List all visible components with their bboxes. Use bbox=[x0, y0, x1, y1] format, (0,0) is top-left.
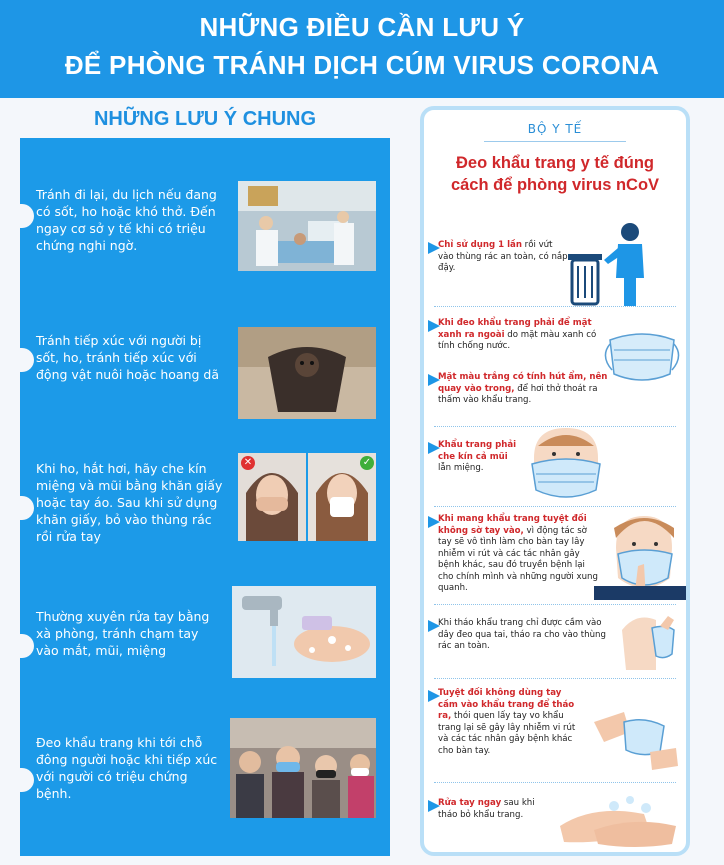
step-divider bbox=[434, 506, 676, 507]
panel-notch bbox=[20, 348, 34, 372]
tip-wear-mask-text: Đeo khẩu trang khi tới chỗ đông người hoặc khi tiếp xúc với người có triệu chứng bệnh. bbox=[36, 735, 218, 801]
mask-step-2-highlight: Khi đeo khẩu trang phải để mặt xanh ra ngoài bbox=[438, 318, 592, 340]
handwash-photo bbox=[232, 586, 376, 678]
mask-guide-title-line2: cách để phòng virus nCoV bbox=[450, 176, 660, 194]
step-divider bbox=[434, 604, 676, 605]
mask-step-8 bbox=[438, 798, 542, 821]
mask-step-5-highlight: Khi mang khẩu trang tuyệt đối không sờ tay vào, bbox=[438, 514, 587, 536]
hospital-photo bbox=[238, 181, 376, 271]
ministry-underline bbox=[484, 141, 626, 142]
cross-mark-icon: ✕ bbox=[241, 456, 255, 470]
header-banner bbox=[0, 0, 724, 98]
panel-notch bbox=[20, 768, 34, 792]
mask-step-3-highlight: Mặt màu trắng có tính hút ẩm, nên quay vào trong, bbox=[438, 372, 608, 394]
crowd-masks-photo bbox=[230, 718, 376, 818]
mask-step-4 bbox=[438, 440, 522, 475]
touching-mask-illustration bbox=[594, 508, 686, 600]
mask-step-1-highlight: Chỉ sử dụng 1 lần bbox=[438, 240, 522, 250]
mask-step-3-text: để hơi thở thoát ra thấm vào khẩu trang. bbox=[438, 383, 598, 405]
tip-wash-hands-text: Thường xuyên rửa tay bằng xà phòng, tránh chạm tay vào mắt, mũi, miệng bbox=[36, 609, 210, 658]
mask-step-8-text: sau khi tháo bỏ khẩu trang. bbox=[438, 798, 535, 820]
mask-step-1 bbox=[438, 240, 568, 275]
mask-step-3 bbox=[438, 372, 608, 407]
step-divider bbox=[434, 306, 676, 307]
panel-notch bbox=[20, 204, 34, 228]
tip-avoid-contact-text: Tránh tiếp xúc với người bị sốt, ho, tránh tiếp xúc với động vật nuôi hoặc hoang dã bbox=[36, 333, 220, 382]
mask-step-5 bbox=[438, 514, 600, 595]
mask-step-1-text: rồi vứt vào thùng rác an toàn, có nắp đậy. bbox=[438, 240, 568, 273]
mask-step-8-highlight: Rửa tay ngay bbox=[438, 798, 502, 808]
mask-step-2 bbox=[438, 318, 608, 353]
mask-guide-title-line1: Đeo khẩu trang y tế đúng bbox=[455, 154, 655, 172]
step-divider bbox=[434, 678, 676, 679]
mask-guide-card bbox=[420, 106, 690, 856]
tip-travel-text: Tránh đi lại, du lịch nếu đang có sốt, ho hoặc khó thở. Đến ngay cơ sở y tế khi có triệu chứng nghi ngờ. bbox=[36, 187, 217, 253]
tip-cover-cough-text: Khi ho, hắt hơi, hãy che kín miệng và mũi bằng khăn giấy hoặc tay áo. Sau khi sử dụng khăn giấy, bỏ vào thùng rác rồi rửa tay bbox=[36, 461, 223, 544]
check-mark-icon: ✓ bbox=[360, 456, 374, 470]
step-divider bbox=[434, 782, 676, 783]
panel-notch bbox=[20, 634, 34, 658]
mask-step-7 bbox=[438, 688, 584, 757]
general-notes-heading: NHỮNG LƯU Ý CHUNG bbox=[93, 108, 317, 130]
washing-hands-illustration bbox=[554, 786, 682, 850]
removing-mask-illustration bbox=[616, 610, 684, 674]
mask-step-6 bbox=[438, 618, 608, 653]
mask-step-7-highlight: Tuyệt đối không dùng tay cầm vào khẩu trang để tháo ra, bbox=[438, 688, 575, 721]
mask-step-5-text: vì động tác sờ tay sẽ vô tình làm cho bàn tay lây nhiễm vi rút và các tác nhân gây bệnh khác, sau đó truyền bệnh lại cho chính mình và những người xung quanh. bbox=[438, 525, 598, 593]
trash-bin-icon bbox=[564, 220, 664, 308]
panel-notch bbox=[20, 496, 34, 520]
mask-step-7-text: thói quen lấy tay vo khẩu trang lại sẽ gây lây nhiễm vi rút và các tác nhân gây bệnh khác cho bàn tay. bbox=[438, 711, 576, 756]
hands-crumpling-mask-illustration bbox=[584, 692, 684, 776]
mask-guide-title bbox=[430, 152, 680, 196]
mask-step-4-highlight: Khẩu trang phải che kín cả mũi bbox=[438, 440, 517, 462]
header-title-line2: ĐỂ PHÒNG TRÁNH DỊCH CÚM VIRUS CORONA bbox=[64, 50, 660, 80]
mask-step-2-text: do mặt màu xanh có tính chống nước. bbox=[438, 329, 597, 351]
mask-illustration bbox=[600, 320, 684, 390]
mask-step-4-text: lẫn miệng. bbox=[438, 463, 484, 473]
ministry-label: BỘ Y TẾ bbox=[527, 122, 583, 136]
header-title-line1: NHỮNG ĐIỀU CẦN LƯU Ý bbox=[199, 12, 525, 42]
mask-step-6-text: Khi tháo khẩu trang chỉ được cầm vào dây đeo qua tai, tháo ra cho vào thùng rác an toàn. bbox=[438, 618, 606, 651]
masked-face-illustration bbox=[520, 424, 612, 504]
bat-photo bbox=[238, 327, 376, 419]
